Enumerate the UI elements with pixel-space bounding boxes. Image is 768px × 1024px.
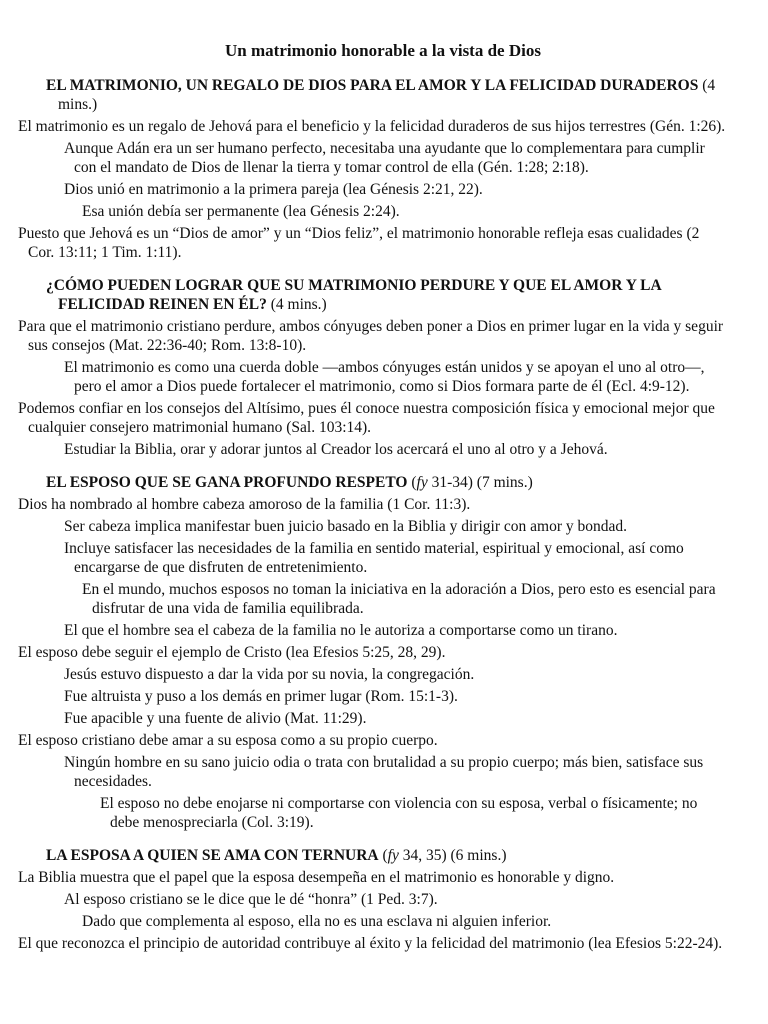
section-heading xyxy=(18,846,728,865)
paragraph: El matrimonio es un regalo de Jehová para el beneficio y la felicidad duraderos de sus hijos terrestres (Gén. 1:26). xyxy=(18,118,726,135)
section-2 xyxy=(18,276,728,459)
paragraph: Esa unión debía ser permanente (lea Génesis 2:24). xyxy=(82,203,400,220)
paragraph: Aunque Adán era un ser humano perfecto, necesitaba una ayudante que lo complementara para cumplir con el mandato de Dios de llenar la tierra y tomar control de ella (Gén. 1:28; 2:18). xyxy=(64,140,705,176)
paragraph: El que reconozca el principio de autoridad contribuye al éxito y la felicidad del matrimonio (lea Efesios 5:22-24). xyxy=(18,935,723,952)
section-4 xyxy=(18,846,728,953)
section-heading xyxy=(18,276,728,314)
heading-meta: (4 mins.) xyxy=(58,77,716,113)
paragraph: Ser cabeza implica manifestar buen juicio basado en la Biblia y dirigir con amor y bondad. xyxy=(64,518,627,535)
paragraph: Dado que complementa al esposo, ella no es una esclava ni alguien inferior. xyxy=(82,913,552,930)
page-title: Un matrimonio honorable a la vista de Dios xyxy=(225,41,541,60)
paragraph: Fue apacible y una fuente de alivio (Mat. 11:29). xyxy=(64,710,367,727)
heading-text: LA ESPOSA A QUIEN SE AMA CON TERNURA xyxy=(46,847,379,864)
section-3 xyxy=(18,473,728,832)
paragraph: En el mundo, muchos esposos no toman la iniciativa en la adoración a Dios, pero esto es esencial para disfrutar de una vida de familia equilibrada. xyxy=(82,581,716,617)
paragraph: Ningún hombre en su sano juicio odia o trata con brutalidad a su propio cuerpo; más bien, satisface sus necesidades. xyxy=(64,754,704,790)
heading-meta: 31-34) (7 mins.) xyxy=(427,474,533,491)
heading-text: ¿CÓMO PUEDEN LOGRAR QUE SU MATRIMONIO PERDURE Y QUE EL AMOR Y LA FELICIDAD REINEN EN ÉL? xyxy=(46,277,661,313)
heading-ref-italic: fy xyxy=(416,474,428,491)
section-1 xyxy=(18,76,728,262)
heading-meta: 34, 35) (6 mins.) xyxy=(398,847,507,864)
heading-text: EL MATRIMONIO, UN REGALO DE DIOS PARA EL AMOR Y LA FELICIDAD DURADEROS xyxy=(46,77,699,94)
paragraph: Puesto que Jehová es un “Dios de amor” y un “Dios feliz”, el matrimonio honorable refleja esas cualidades (2 Cor. 13:11; 1 Tim. 1:11). xyxy=(18,225,700,261)
section-heading xyxy=(18,76,728,114)
paragraph: El esposo no debe enojarse ni comportarse con violencia con su esposa, verbal o físicamente; no debe menospreciarla (Col. 3:19). xyxy=(100,795,698,831)
paragraph: Dios unió en matrimonio a la primera pareja (lea Génesis 2:21, 22). xyxy=(64,181,483,198)
paragraph: El esposo cristiano debe amar a su esposa como a su propio cuerpo. xyxy=(18,732,438,749)
section-heading xyxy=(18,473,728,492)
heading-meta: (4 mins.) xyxy=(266,296,327,313)
paragraph: El que el hombre sea el cabeza de la familia no le autoriza a comportarse como un tirano. xyxy=(64,622,618,639)
paragraph: Fue altruista y puso a los demás en primer lugar (Rom. 15:1-3). xyxy=(64,688,458,705)
heading-text: EL ESPOSO QUE SE GANA PROFUNDO RESPETO xyxy=(46,474,408,491)
paragraph: Podemos confiar en los consejos del Altísimo, pues él conoce nuestra composición física y emocional mejor que cualquier consejero matrimonial humano (Sal. 103:14). xyxy=(18,400,715,436)
heading-ref-prefix: ( xyxy=(378,847,388,864)
paragraph: El esposo debe seguir el ejemplo de Cristo (lea Efesios 5:25, 28, 29). xyxy=(18,644,446,661)
paragraph: Incluye satisfacer las necesidades de la familia en sentido material, espiritual y emocional, así como encargarse de que disfruten de entretenimiento. xyxy=(64,540,684,576)
paragraph: La Biblia muestra que el papel que la esposa desempeña en el matrimonio es honorable y digno. xyxy=(18,869,615,886)
heading-ref-italic: fy xyxy=(387,847,399,864)
paragraph: Al esposo cristiano se le dice que le dé “honra” (1 Ped. 3:7). xyxy=(64,891,438,908)
paragraph: Estudiar la Biblia, orar y adorar juntos al Creador los acercará el uno al otro y a Jehová. xyxy=(64,441,608,458)
paragraph: El matrimonio es como una cuerda doble —ambos cónyuges están unidos y se apoyan el uno al otro—, pero el amor a Dios puede fortalecer el matrimonio, como si Dios formara parte de él (Ecl. 4:9-12). xyxy=(64,359,705,395)
paragraph: Para que el matrimonio cristiano perdure, ambos cónyuges deben poner a Dios en primer lugar en la vida y seguir sus consejos (Mat. 22:36-40; Rom. 13:8-10). xyxy=(18,318,724,354)
heading-ref-prefix: ( xyxy=(407,474,417,491)
paragraph: Dios ha nombrado al hombre cabeza amoroso de la familia (1 Cor. 11:3). xyxy=(18,496,471,513)
paragraph: Jesús estuvo dispuesto a dar la vida por su novia, la congregación. xyxy=(64,666,475,683)
